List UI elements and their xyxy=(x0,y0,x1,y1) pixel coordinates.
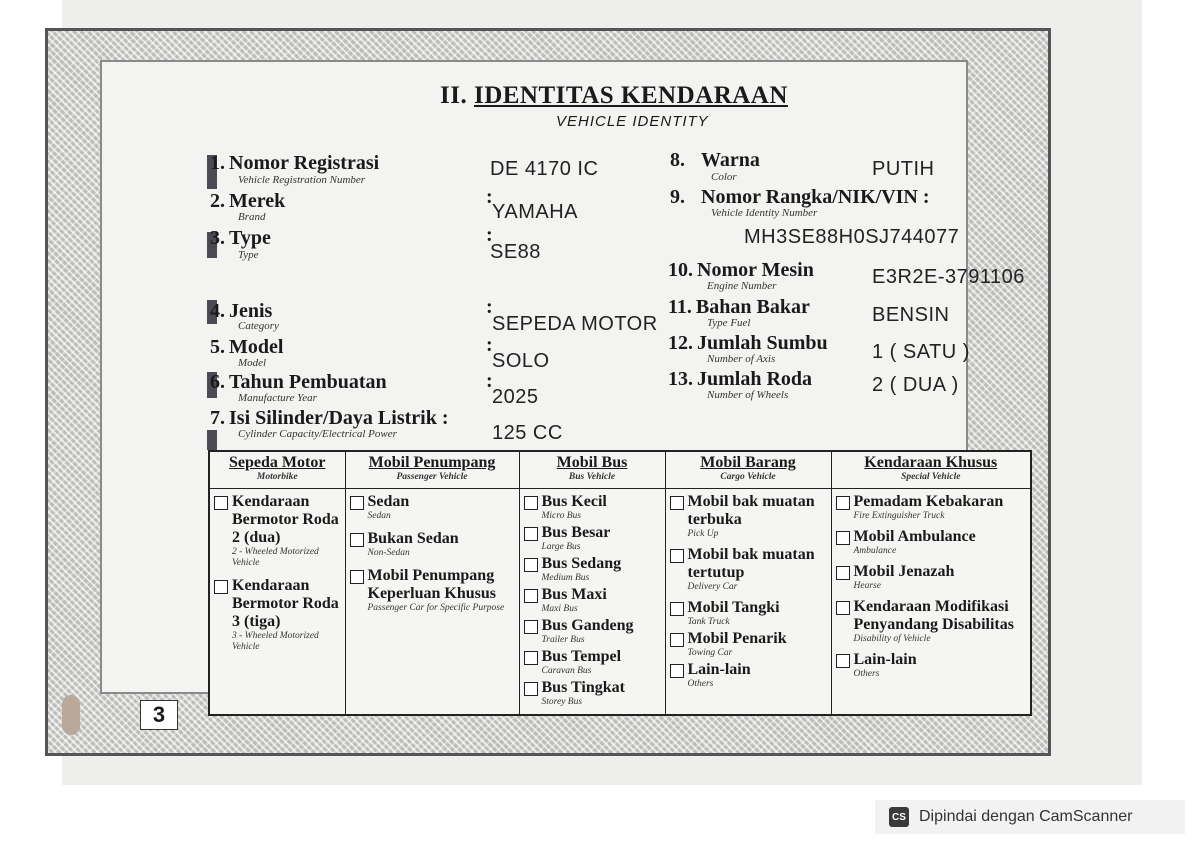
camscanner-watermark xyxy=(875,800,1185,834)
col-header-bus xyxy=(519,451,665,489)
field-value-brand: YAMAHA xyxy=(492,201,578,223)
field-value-wheels: 2 ( DUA ) xyxy=(872,374,959,396)
field-number: 8. xyxy=(670,149,685,171)
checkbox-icon[interactable] xyxy=(836,531,850,545)
checkbox-icon[interactable] xyxy=(214,496,228,510)
checkbox-icon[interactable] xyxy=(350,496,364,510)
field-value-model: SOLO xyxy=(492,350,550,372)
checkbox-icon[interactable] xyxy=(524,620,538,634)
field-number: 2. xyxy=(210,190,225,212)
col-header-cargo xyxy=(665,451,831,489)
section-title-text: IDENTITAS KENDARAAN xyxy=(473,82,788,109)
option-label: Mobil Jenazah xyxy=(853,563,955,580)
option-label: Bus Kecil xyxy=(541,493,607,510)
checkbox-icon[interactable] xyxy=(524,496,538,510)
col-passenger xyxy=(345,489,519,716)
field-sublabel: Category xyxy=(238,320,279,332)
watermark-text: Dipindai dengan CamScanner xyxy=(919,808,1133,825)
checkbox-icon[interactable] xyxy=(670,549,684,563)
field-label: Jenis xyxy=(229,300,273,322)
field-number: 13. xyxy=(668,368,693,390)
col-bus xyxy=(519,489,665,716)
colon: : xyxy=(486,186,493,208)
field-registration xyxy=(210,152,379,175)
option-ambulance[interactable] xyxy=(836,528,1027,557)
field-value-cylinder: 125 CC xyxy=(492,422,563,444)
field-number: 1. xyxy=(210,152,225,174)
option-sublabel: Maxi Bus xyxy=(541,604,578,614)
field-number: 4. xyxy=(210,300,225,322)
checkbox-icon[interactable] xyxy=(524,558,538,572)
section-number: II. xyxy=(440,82,468,109)
col-header-sublabel: Cargo Vehicle xyxy=(720,472,776,482)
vehicle-category-table xyxy=(208,450,1032,716)
option-sublabel: Others xyxy=(853,669,880,679)
col-header-sublabel: Motorbike xyxy=(256,472,298,482)
option-penumpang-khusus[interactable] xyxy=(350,567,515,614)
option-roda-2[interactable] xyxy=(214,493,341,569)
option-penarik[interactable] xyxy=(670,630,827,659)
field-label: Nomor Registrasi xyxy=(229,152,380,174)
option-label: Bus Tingkat xyxy=(541,679,625,696)
field-sublabel: Vehicle Identity Number xyxy=(711,207,818,219)
field-number: 6. xyxy=(210,371,225,393)
option-label: Mobil Penumpang Keperluan Khusus xyxy=(367,567,496,602)
option-label: Kendaraan Bermotor Roda 3 (tiga) xyxy=(232,577,339,630)
col-motorbike xyxy=(209,489,345,716)
checkbox-icon[interactable] xyxy=(836,601,850,615)
checkbox-icon[interactable] xyxy=(670,496,684,510)
option-sublabel: Pick Up xyxy=(687,529,719,539)
field-sublabel: Color xyxy=(711,171,737,183)
option-pemadam[interactable] xyxy=(836,493,1027,522)
col-header-sublabel: Bus Vehicle xyxy=(568,472,616,482)
field-label: Jumlah Sumbu xyxy=(697,332,828,354)
field-label: Jumlah Roda xyxy=(697,368,813,390)
field-sublabel: Type Fuel xyxy=(707,317,751,329)
checkbox-icon[interactable] xyxy=(350,533,364,547)
field-number: 3. xyxy=(210,227,225,249)
checkbox-icon[interactable] xyxy=(524,651,538,665)
option-jenazah[interactable] xyxy=(836,563,1027,592)
col-cargo xyxy=(665,489,831,716)
thumb-shadow xyxy=(62,695,80,735)
col-header-label: Mobil Barang xyxy=(700,454,796,471)
field-sublabel: Number of Wheels xyxy=(707,389,789,401)
option-label: Bus Gandeng xyxy=(541,617,634,634)
option-bus-tingkat[interactable] xyxy=(524,679,661,708)
option-sublabel: 3 - Wheeled Motorized Vehicle xyxy=(232,631,319,652)
option-bukan-sedan[interactable] xyxy=(350,530,515,559)
field-year xyxy=(210,371,387,394)
option-modifikasi[interactable] xyxy=(836,598,1027,645)
option-sublabel: Storey Bus xyxy=(541,697,583,707)
option-label: Mobil bak muatan terbuka xyxy=(687,493,815,528)
field-color xyxy=(670,149,760,172)
col-header-passenger xyxy=(345,451,519,489)
field-label: Nomor Mesin xyxy=(697,259,814,281)
option-label: Bus Maxi xyxy=(541,586,607,603)
field-label: Type xyxy=(229,227,271,249)
field-wheels xyxy=(668,368,812,391)
option-label: Lain-lain xyxy=(853,651,917,668)
field-sublabel: Model xyxy=(238,357,267,369)
option-label: Bus Tempel xyxy=(541,648,622,665)
field-value-color: PUTIH xyxy=(872,158,935,180)
option-bus-sedang[interactable] xyxy=(524,555,661,584)
field-fuel xyxy=(668,296,810,319)
option-label: Pemadam Kebakaran xyxy=(853,493,1004,510)
col-header-label: Sepeda Motor xyxy=(229,454,326,471)
option-sublabel: Delivery Car xyxy=(687,582,738,592)
field-label: Tahun Pembuatan xyxy=(229,371,387,393)
field-engine xyxy=(668,259,814,282)
field-value-registration: DE 4170 IC xyxy=(490,158,599,180)
option-special-lain[interactable] xyxy=(836,651,1027,680)
colon: : xyxy=(486,370,493,392)
col-header-motorbike xyxy=(209,451,345,489)
field-number: 11. xyxy=(668,296,692,318)
col-header-sublabel: Special Vehicle xyxy=(901,472,961,482)
checkbox-icon[interactable] xyxy=(524,589,538,603)
section-title xyxy=(440,82,788,110)
option-label: Lain-lain xyxy=(687,661,751,678)
option-bak-terbuka[interactable] xyxy=(670,493,827,540)
field-brand xyxy=(210,190,285,213)
camscanner-icon: CS xyxy=(889,807,909,827)
option-label: Mobil Ambulance xyxy=(853,528,976,545)
field-model xyxy=(210,336,283,359)
option-label: Bus Sedang xyxy=(541,555,622,572)
checkbox-icon[interactable] xyxy=(670,602,684,616)
colon: : xyxy=(486,224,493,246)
col-header-label: Mobil Penumpang xyxy=(368,454,496,471)
option-sedan[interactable] xyxy=(350,493,515,522)
option-bus-tempel[interactable] xyxy=(524,648,661,677)
field-value-year: 2025 xyxy=(492,386,539,408)
option-sublabel: Large Bus xyxy=(541,542,581,552)
option-cargo-lain[interactable] xyxy=(670,661,827,690)
field-sublabel: Brand xyxy=(238,211,266,223)
field-label: Merek xyxy=(229,190,286,212)
colon: : xyxy=(486,334,493,356)
table-header-row xyxy=(209,451,1031,489)
page-number: 3 xyxy=(140,700,178,730)
field-value-fuel: BENSIN xyxy=(872,304,950,326)
option-sublabel: Passenger Car for Specific Purpose xyxy=(367,603,505,613)
col-header-label: Kendaraan Khusus xyxy=(864,454,998,471)
checkbox-icon[interactable] xyxy=(836,654,850,668)
field-number: 7. xyxy=(210,407,225,429)
option-sublabel: Ambulance xyxy=(853,546,897,556)
option-sublabel: Towing Car xyxy=(687,648,733,658)
option-sublabel: 2 - Wheeled Motorized Vehicle xyxy=(232,547,319,568)
field-label: Model xyxy=(229,336,284,358)
option-label: Mobil Tangki xyxy=(687,599,780,616)
field-value-axis: 1 ( SATU ) xyxy=(872,341,970,363)
field-label: Warna xyxy=(701,149,760,171)
checkbox-icon[interactable] xyxy=(214,580,228,594)
col-header-sublabel: Passenger Vehicle xyxy=(396,472,468,482)
option-sublabel: Tank Truck xyxy=(687,617,730,627)
option-sublabel: Fire Extinguisher Truck xyxy=(853,511,945,521)
checkbox-icon[interactable] xyxy=(524,527,538,541)
field-number: 12. xyxy=(668,332,693,354)
field-number: 9. xyxy=(670,186,685,208)
field-axis xyxy=(668,332,828,355)
col-header-label: Mobil Bus xyxy=(556,454,628,471)
option-roda-3[interactable] xyxy=(214,577,341,653)
option-sublabel: Non-Sedan xyxy=(367,548,410,558)
option-label: Mobil Penarik xyxy=(687,630,787,647)
field-number: 5. xyxy=(210,336,225,358)
table-body-row xyxy=(209,489,1031,716)
option-sublabel: Others xyxy=(687,679,714,689)
field-value-engine: E3R2E-3791106 xyxy=(872,266,1025,288)
field-vin xyxy=(670,186,930,209)
option-sublabel: Medium Bus xyxy=(541,573,590,583)
section-subtitle: VEHICLE IDENTITY xyxy=(556,113,709,130)
field-sublabel: Vehicle Registration Number xyxy=(238,174,366,186)
field-value-category: SEPEDA MOTOR xyxy=(492,313,658,335)
field-label: Isi Silinder/Daya Listrik : xyxy=(229,407,449,429)
field-sublabel: Manufacture Year xyxy=(238,392,317,404)
field-cylinder xyxy=(210,407,448,430)
checkbox-icon[interactable] xyxy=(524,682,538,696)
option-bus-maxi[interactable] xyxy=(524,586,661,615)
option-label: Kendaraan Bermotor Roda 2 (dua) xyxy=(232,493,339,546)
option-tangki[interactable] xyxy=(670,599,827,628)
option-sublabel: Hearse xyxy=(853,581,881,591)
field-sublabel: Number of Axis xyxy=(707,353,776,365)
option-sublabel: Trailer Bus xyxy=(541,635,585,645)
option-bus-besar[interactable] xyxy=(524,524,661,553)
option-label: Bus Besar xyxy=(541,524,611,541)
option-label: Bukan Sedan xyxy=(367,530,459,547)
checkbox-icon[interactable] xyxy=(670,633,684,647)
colon: : xyxy=(486,296,493,318)
col-special xyxy=(831,489,1031,716)
option-sublabel: Disability of Vehicle xyxy=(853,634,931,644)
field-sublabel: Cylinder Capacity/Electrical Power xyxy=(238,428,397,440)
option-bus-gandeng[interactable] xyxy=(524,617,661,646)
col-header-special xyxy=(831,451,1031,489)
checkbox-icon[interactable] xyxy=(670,664,684,678)
checkbox-icon[interactable] xyxy=(350,570,364,584)
field-value-type: SE88 xyxy=(490,241,541,263)
field-number: 10. xyxy=(668,259,693,281)
field-value-vin: MH3SE88H0SJ744077 xyxy=(744,226,960,248)
field-type xyxy=(210,227,271,250)
redaction-mark xyxy=(207,430,217,450)
option-sublabel: Sedan xyxy=(367,511,391,521)
option-bus-kecil[interactable] xyxy=(524,493,661,522)
option-label: Sedan xyxy=(367,493,410,510)
field-label: Nomor Rangka/NIK/VIN : xyxy=(701,186,930,208)
checkbox-icon[interactable] xyxy=(836,496,850,510)
field-sublabel: Engine Number xyxy=(707,280,777,292)
option-label: Kendaraan Modifikasi Penyandang Disabilitas xyxy=(853,598,1014,633)
field-sublabel: Type xyxy=(238,249,259,261)
option-label: Mobil bak muatan tertutup xyxy=(687,546,815,581)
checkbox-icon[interactable] xyxy=(836,566,850,580)
option-sublabel: Caravan Bus xyxy=(541,666,592,676)
option-sublabel: Micro Bus xyxy=(541,511,581,521)
field-label: Bahan Bakar xyxy=(695,296,810,318)
option-bak-tertutup[interactable] xyxy=(670,546,827,593)
